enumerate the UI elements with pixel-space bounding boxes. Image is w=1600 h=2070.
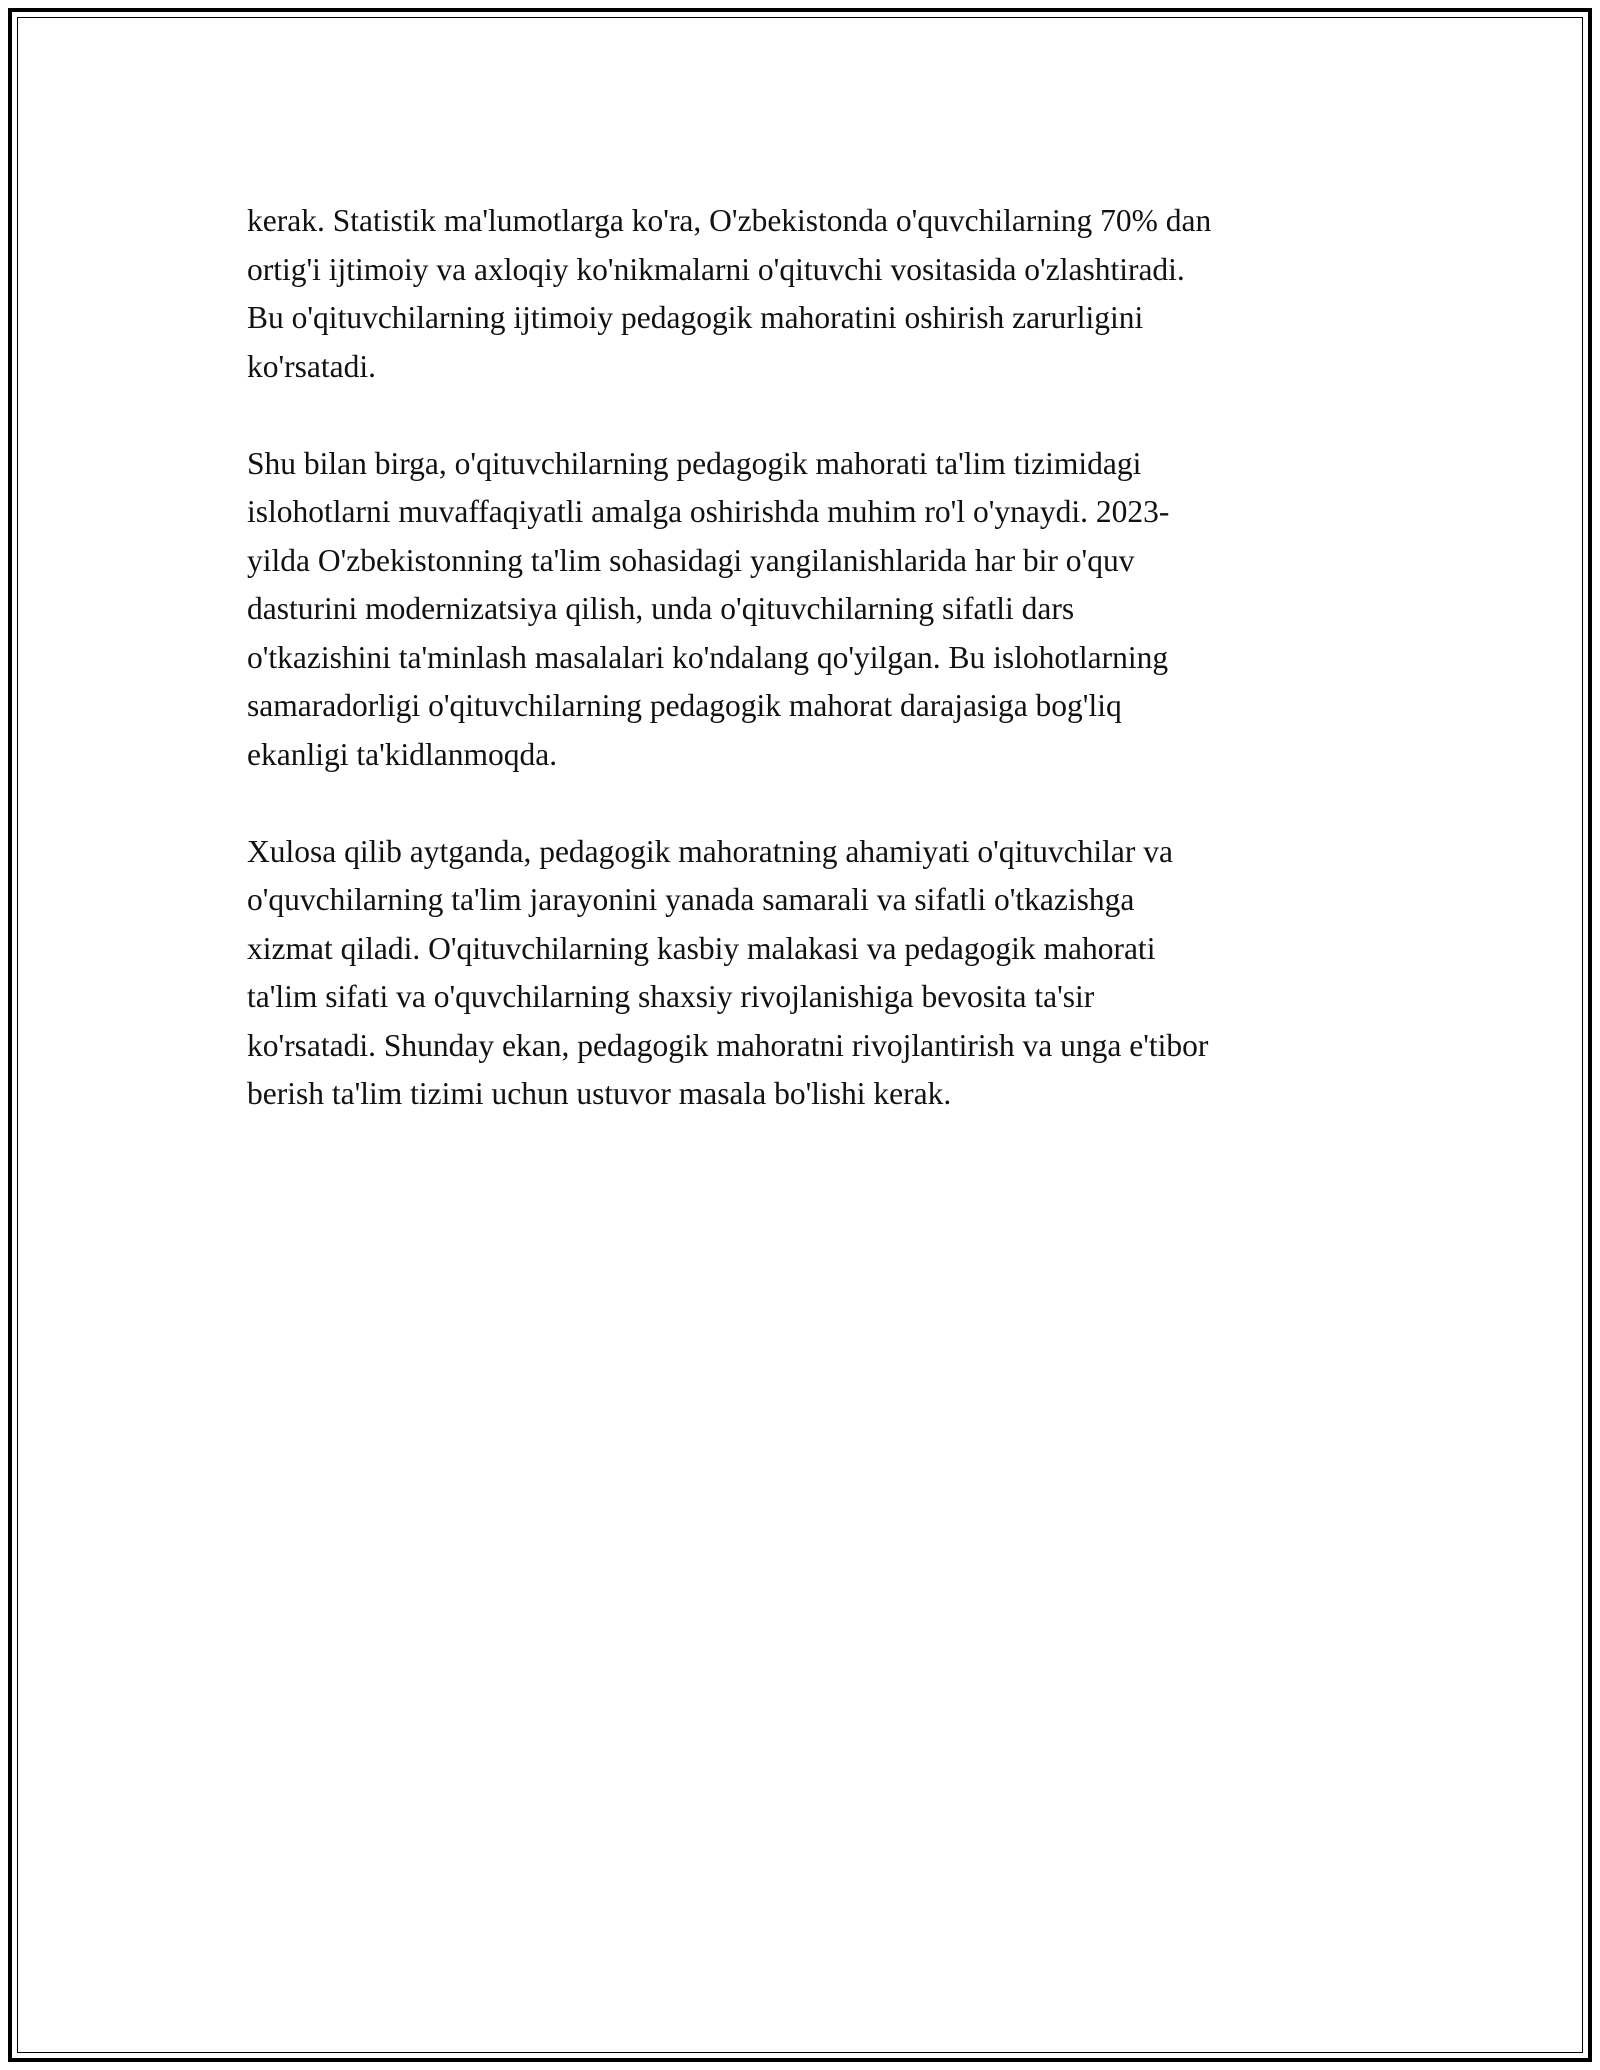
text-line: samaradorligi o'qituvchilarning pedagogik mahorat darajasiga bog'liq	[247, 688, 1122, 723]
page-border	[8, 8, 1592, 2062]
text-line: Xulosa qilib aytganda, pedagogik mahoratning ahamiyati o'qituvchilar va	[247, 833, 1173, 869]
text-line: berish ta'lim tizimi uchun ustuvor masala bo'lishi kerak.	[247, 1076, 952, 1111]
paragraph-statistics	[247, 197, 1397, 391]
text-line: ko'rsatadi. Shunday ekan, pedagogik mahoratni rivojlantirish va unga e'tibor	[247, 1027, 1209, 1063]
text-line: ta'lim sifati va o'quvchilarning shaxsiy rivojlanishiga bevosita ta'sir	[247, 979, 1095, 1014]
text-line: kerak. Statistik ma'lumotlarga ko'ra, O'zbekistonda o'quvchilarning 70% dan	[247, 203, 1212, 238]
text-line: o'tkazishini ta'minlash masalalari ko'ndalang qo'yilgan. Bu islohotlarning	[247, 639, 1169, 675]
text-line: xizmat qiladi. O'qituvchilarning kasbiy malakasi va pedagogik mahorati	[247, 930, 1156, 966]
text-line: ko'rsatadi.	[247, 348, 377, 384]
text-line: Shu bilan birga, o'qituvchilarning pedagogik mahorati ta'lim tizimidagi	[247, 445, 1142, 481]
document-body	[247, 197, 1397, 1119]
text-line: dasturini modernizatsiya qilish, unda o'qituvchilarning sifatli dars	[247, 591, 1075, 626]
text-line: islohotlarni muvaffaqiyatli amalga oshirishda muhim ro'l o'ynaydi. 2023-	[247, 494, 1170, 529]
paragraph-reforms	[247, 440, 1397, 780]
text-line: ortig'i ijtimoiy va axloqiy ko'nikmalarni o'qituvchi vositasida o'zlashtiradi.	[247, 251, 1185, 287]
text-line: yilda O'zbekistonning ta'lim sohasidagi yangilanishlarida har bir o'quv	[247, 542, 1135, 578]
text-line: Bu o'qituvchilarning ijtimoiy pedagogik mahoratini oshirish zarurligini	[247, 300, 1144, 335]
text-line: ekanligi ta'kidlanmoqda.	[247, 736, 558, 772]
text-line: o'quvchilarning ta'lim jarayonini yanada samarali va sifatli o'tkazishga	[247, 882, 1135, 917]
paragraph-conclusion	[247, 828, 1397, 1119]
